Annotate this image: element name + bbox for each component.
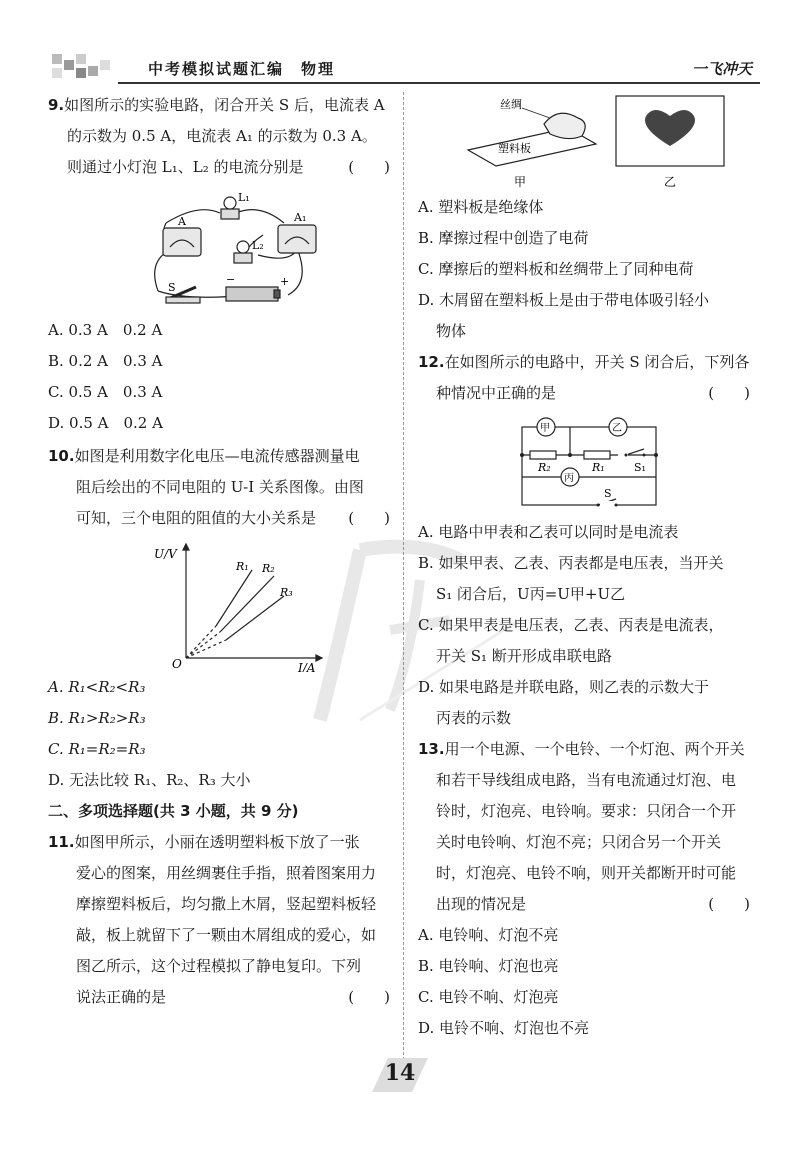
- q12-line1: 12.在如图所示的电路中，开关 S 闭合后，下列各: [418, 353, 750, 371]
- graph-y-label: U/V: [154, 547, 177, 561]
- page-header: [40, 44, 760, 88]
- label-ammeter-a: A: [178, 215, 186, 228]
- label-bulb-l2: L₂: [252, 239, 264, 252]
- q11-line6: 说法正确的是 ( ): [48, 982, 390, 1013]
- label-plastic-board: 塑料板: [498, 142, 531, 155]
- q13-option-a[interactable]: A. 电铃响、灯泡不亮: [418, 926, 559, 944]
- q13-line3: 铃时，灯泡亮、电铃响。要求：只闭合一个开: [436, 802, 737, 820]
- answer-paren: ( ): [708, 384, 750, 402]
- q9-line2: 的示数为 0.5 A，电流表 A₁ 的示数为 0.3 A。: [67, 127, 377, 145]
- q13-option-b[interactable]: B. 电铃响、灯泡也亮: [418, 957, 559, 975]
- q9-line1: 9.如图所示的实验电路，闭合开关 S 后，电流表 A: [48, 96, 385, 114]
- label-fig-jia: 甲: [514, 175, 527, 189]
- q12-option-d[interactable]: D. 如果电路是并联电路，则乙表的示数大于: [418, 678, 710, 696]
- meter-bing-label: 丙: [564, 473, 574, 484]
- label-ammeter-a1: A₁: [294, 211, 307, 224]
- q11-line2: 爱心的图案，用丝绸裹住手指，照着图案用力: [76, 864, 377, 882]
- right-column: [418, 92, 750, 1044]
- label-bulb-l1: L₁: [238, 191, 250, 204]
- section-heading: 二、多项选择题(共 3 小题，共 9 分): [48, 802, 299, 820]
- q11-option-d[interactable]: D. 木屑留在塑料板上是由于带电体吸引轻小: [418, 291, 710, 309]
- q12-option-a[interactable]: A. 电路中甲表和乙表可以同时是电流表: [418, 523, 679, 541]
- q13-option-c[interactable]: C. 电铃不响、灯泡亮: [418, 988, 559, 1006]
- resistor-r1-label: R₁: [592, 461, 605, 474]
- q11-line5: 图乙所示，这个过程模拟了静电复印。下列: [76, 957, 362, 975]
- header-title: 中考模拟试题汇编 物理: [148, 60, 336, 78]
- q13-line5: 时，灯泡亮、电铃不响，则开关都断开时可能: [436, 864, 737, 882]
- svg-text:−: −: [226, 273, 236, 286]
- label-fig-yi: 乙: [664, 175, 677, 189]
- left-column: [48, 90, 390, 1013]
- q13-line6: 出现的情况是 ( ): [418, 889, 750, 920]
- q13-line2: 和若干导线组成电路，当有电流通过灯泡、电: [436, 771, 737, 789]
- page-number: 14: [368, 1052, 432, 1098]
- q11-option-c[interactable]: C. 摩擦后的塑料板和丝绸带上了同种电荷: [418, 260, 694, 278]
- q10-option-c[interactable]: C. R₁=R₂=R₃: [48, 740, 146, 758]
- q12-circuit-figure: [418, 409, 750, 517]
- q9-option-d[interactable]: D. 0.5 A 0.2 A: [48, 414, 163, 432]
- meter-jia-label: 甲: [540, 423, 550, 434]
- graph-r1-label: R₁: [236, 560, 249, 573]
- q10-option-d[interactable]: D. 无法比较 R₁、R₂、R₃ 大小: [48, 771, 251, 789]
- q10-ui-graph: [48, 534, 390, 672]
- q10-line3: 可知，三个电阻的阻值的大小关系是 ( ): [48, 503, 390, 534]
- q10-option-b[interactable]: B. R₁>R₂>R₃: [48, 709, 146, 727]
- q11-line4: 敲，板上就留下了一颗由木屑组成的爱心，如: [76, 926, 377, 944]
- q12-option-c[interactable]: C. 如果甲表是电压表，乙表、丙表是电流表，: [418, 616, 724, 634]
- graph-origin: O: [172, 657, 182, 671]
- label-switch-s: S: [168, 281, 176, 294]
- q10-line1: 10.如图是利用数字化电压—电流传感器测量电: [48, 447, 360, 465]
- header-brand: 一飞冲天: [691, 60, 752, 78]
- q12-line2: 种情况中正确的是 ( ): [418, 378, 750, 409]
- answer-paren: ( ): [348, 158, 390, 176]
- q11-figure: [418, 92, 750, 192]
- graph-r3-label: R₃: [280, 586, 293, 599]
- header-decoration-icon: [50, 50, 120, 82]
- header-rule: [118, 82, 760, 84]
- graph-x-label: I/A: [298, 661, 316, 672]
- q13-line1: 13.用一个电源、一个电铃、一个灯泡、两个开关: [418, 740, 745, 758]
- q11-option-a[interactable]: A. 塑料板是绝缘体: [418, 198, 544, 216]
- q12-option-c-cont: 开关 S₁ 断开形成串联电路: [436, 647, 612, 665]
- graph-r2-label: R₂: [262, 562, 275, 575]
- switch-s-label: S: [604, 487, 612, 500]
- q9-circuit-figure: [48, 183, 390, 315]
- q12-option-b[interactable]: B. 如果甲表、乙表、丙表都是电压表，当开关: [418, 554, 724, 572]
- q11-option-d-cont: 物体: [436, 322, 467, 340]
- q9-line3: 则通过小灯泡 L₁、L₂ 的电流分别是 ( ): [48, 152, 390, 183]
- q11-line1: 11.如图甲所示，小丽在透明塑料板下放了一张: [48, 833, 360, 851]
- q9-option-c[interactable]: C. 0.5 A 0.3 A: [48, 383, 163, 401]
- q13-option-d[interactable]: D. 电铃不响、灯泡也不亮: [418, 1019, 590, 1037]
- q11-line3: 摩擦塑料板后，均匀撒上木屑，竖起塑料板轻: [76, 895, 377, 913]
- resistor-r2-label: R₂: [538, 461, 551, 474]
- switch-s1-label: S₁: [634, 461, 646, 474]
- answer-paren: ( ): [348, 509, 390, 527]
- q9-option-a[interactable]: A. 0.3 A 0.2 A: [48, 321, 163, 339]
- q13-line4: 关时电铃响、灯泡不亮；只闭合另一个开关: [436, 833, 722, 851]
- q10-line2: 阻后绘出的不同电阻的 U-I 关系图像。由图: [76, 478, 364, 496]
- q11-option-b[interactable]: B. 摩擦过程中创造了电荷: [418, 229, 589, 247]
- answer-paren: ( ): [348, 988, 390, 1006]
- answer-paren: ( ): [708, 895, 750, 913]
- q12-option-d-cont: 丙表的示数: [436, 709, 512, 727]
- q12-option-b-cont: S₁ 闭合后，U丙=U甲+U乙: [436, 585, 626, 603]
- q10-option-a[interactable]: A. R₁<R₂<R₃: [48, 678, 146, 696]
- q9-option-b[interactable]: B. 0.2 A 0.3 A: [48, 352, 163, 370]
- svg-text:+: +: [280, 275, 290, 288]
- meter-yi-label: 乙: [612, 423, 622, 434]
- label-silk: 丝绸: [500, 98, 522, 111]
